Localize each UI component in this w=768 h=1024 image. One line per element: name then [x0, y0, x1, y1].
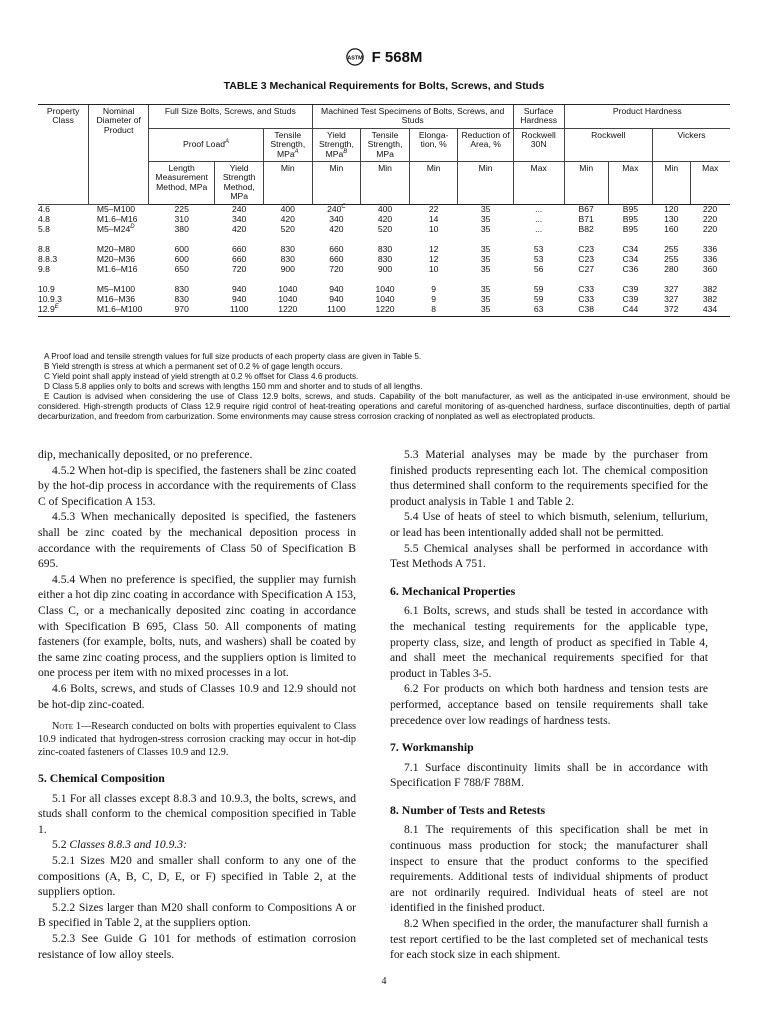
table-cell: C27: [578, 263, 595, 274]
table-cell: M20–M36: [96, 253, 136, 264]
header-yield: Yield Strength, MPa$^B$: [312, 128, 361, 161]
paragraph-5-4: 5.4 Use of heats of steel to which bismuth, selenium, tellurium, or lead has been intentionally added shall not be permitted.: [390, 510, 708, 539]
table-cell: 8: [409, 305, 458, 317]
table-cell: 382: [702, 283, 718, 294]
table-cell: C34: [622, 253, 639, 264]
table-cell: 59: [533, 293, 544, 304]
table-cell: M1.6–M16: [96, 213, 138, 224]
table-cell: 160: [664, 223, 679, 234]
page-header: [0, 48, 768, 66]
table-cell: 327: [664, 283, 679, 294]
table-cell: 360: [702, 263, 718, 274]
table-cell: 340: [231, 213, 247, 224]
table-cell: 10.9: [38, 283, 55, 294]
table-cell: 35: [480, 293, 491, 304]
table-cell: M1.6–M100: [89, 305, 149, 317]
note-1: [38, 720, 356, 759]
table-cell: M1.6–M16: [96, 263, 138, 274]
table-cell: 12: [428, 243, 439, 254]
header-machined: Machined Test Specimens of Bolts, Screws, and Studs: [312, 105, 513, 129]
table-cell: 35: [458, 305, 513, 317]
header-min: Min: [361, 162, 410, 205]
table-cell: M20–M80: [96, 243, 136, 254]
table-cell: 8.8.3: [38, 253, 58, 264]
table-cell: 650: [174, 263, 189, 274]
note-text: —Research conducted on bolts with properties equivalent to Class 10.9 indicated that hydrogen-stress corrosion cracking may occur in hot-dip zinc-coated fasteners of Classes 10.9 and 12.9.: [38, 721, 356, 759]
table-cell: $12.9^E$: [38, 305, 89, 317]
table-cell: 660: [329, 243, 344, 254]
header-max: Max: [608, 162, 652, 205]
left-column: [38, 447, 356, 962]
paragraph-5-2: 5.2 Classes 8.8.3 and 10.9.3:: [52, 838, 187, 852]
table-cell: 400: [280, 203, 295, 214]
table-cell: 660: [231, 243, 247, 254]
right-column: [390, 447, 708, 963]
table-cell: C39: [622, 293, 639, 304]
table-cell: 255: [664, 243, 679, 254]
header-tensile-full: Tensile Strength, MPa$^A$: [263, 128, 312, 161]
table-cell: 35: [480, 283, 491, 294]
table-cell: 8.8: [38, 243, 50, 254]
table-cell: 56: [533, 263, 544, 274]
table-cell: 59: [533, 283, 544, 294]
table-cell: 940: [231, 293, 247, 304]
table-cell: 9.8: [38, 263, 50, 274]
table-row: [38, 305, 730, 317]
table-cell: 420: [231, 223, 247, 234]
header-reduction: Reduction of Area, %: [458, 128, 513, 161]
table-cell: 382: [702, 293, 718, 304]
table-cell: 600: [174, 253, 189, 264]
table-cell: $M5-M24^D$: [96, 223, 135, 234]
table-cell: 240: [231, 203, 247, 214]
table-cell: B67: [578, 203, 594, 214]
table-cell: 1100: [312, 305, 361, 317]
table-cell: 35: [480, 213, 491, 224]
table-cell: 1100: [215, 305, 264, 317]
note-label: Note 1: [52, 721, 82, 733]
paragraph-5-2-2: 5.2.2 Sizes larger than M20 shall conform to Compositions A or B specified in Table 2, at the suppliers option.: [38, 900, 356, 930]
header-min: Min: [652, 162, 690, 205]
header-max: Max: [690, 162, 730, 205]
table-cell: B95: [622, 203, 639, 214]
table-cell: 10: [428, 263, 439, 274]
header-vickers: Vickers: [652, 128, 730, 161]
table-cell: 420: [280, 213, 295, 224]
mechanical-requirements-table: [38, 104, 730, 317]
table-row: [38, 265, 730, 275]
header-min: Min: [458, 162, 513, 205]
paragraph-5-1: 5.1 For all classes except 8.8.3 and 10.9.3, the bolts, screws, and studs shall conform to the chemical composition specified in Table 1.: [38, 791, 356, 836]
paragraph-8-1: 8.1 The requirements of this specification shall be met in continuous mass production for stock; the manufacturer shall inspect to ensure that the product conforms to the specified requirements. Additional tests of individual shipments of product are not ordinarily required. Individual heats of steel are not identified in the finished product.: [390, 823, 708, 915]
table-cell: 340: [329, 213, 344, 224]
paragraph-5-3: 5.3 Material analyses may be made by the purchaser from finished products representing each lot. The chemical composition thus determined shall conform to the requirements specified for the product analysis in Table 1 and Table 2.: [390, 448, 708, 508]
table-cell: 14: [428, 213, 439, 224]
table-cell: C44: [608, 305, 652, 317]
table-cell: 130: [664, 213, 679, 224]
header-product-hardness: Product Hardness: [564, 105, 730, 129]
table-cell: 35: [480, 243, 491, 254]
table-cell: 940: [329, 293, 344, 304]
section-heading-7: 7. Workmanship: [390, 740, 474, 755]
table-cell: 830: [377, 253, 393, 264]
table-cell: C33: [578, 283, 595, 294]
table-cell: 520: [280, 223, 295, 234]
footnote: E Caution is advised when considering the use of Class 12.9 bolts, screws, and studs. Capability of the bolt manufacturer, as well as the anticipated in-use environment, should be considered. High-strength products of Class 12.9 require rigid control of heat-treating operations and careful monitoring of as-quenched hardness, surface discontinuities, depth of partial decarburization, and freedom from carburization. Some environments may cause stress corrosion cracking of nonplated as well as electroplated products.: [38, 392, 730, 421]
table-cell: 10: [428, 223, 439, 234]
paragraph-5-5: 5.5 Chemical analyses shall be performed in accordance with Test Methods A 751.: [390, 541, 708, 571]
table-cell: M5–M100: [96, 283, 136, 294]
header-min: Min: [409, 162, 458, 205]
table-cell: 5.8: [38, 223, 50, 234]
designation: F 568M: [371, 48, 423, 66]
table-cell: 4.8: [38, 213, 50, 224]
section-heading-8: 8. Number of Tests and Retests: [390, 802, 546, 817]
header-max: Max: [513, 162, 564, 205]
footnote: A Proof load and tensile strength values for full size products of each property class are given in Table 5.: [44, 352, 422, 361]
section-heading-6: 6. Mechanical Properties: [390, 583, 516, 598]
footnote: B Yield strength is stress at which a permanent set of 0.2 % of gage length occurs.: [44, 362, 343, 371]
header-min: Min: [312, 162, 361, 205]
table-cell: 12: [428, 253, 439, 264]
table-cell: 420: [377, 213, 393, 224]
svg-text:ASTM: ASTM: [346, 55, 363, 62]
table-cell: C38: [564, 305, 608, 317]
table-row: [38, 225, 730, 235]
table-cell: 600: [174, 243, 189, 254]
table-cell: C23: [578, 243, 595, 254]
header-rockwell: Rockwell: [564, 128, 652, 161]
header-proof-load: Proof Load$^A$: [149, 128, 264, 161]
table-cell: 660: [231, 253, 247, 264]
table-cell: 520: [377, 223, 393, 234]
table-cell: 1040: [278, 283, 298, 294]
header-min: Min: [564, 162, 608, 205]
header-rockwell-30n: Rockwell 30N: [513, 128, 564, 161]
table-cell: 336: [702, 243, 718, 254]
table-cell: 35: [480, 203, 491, 214]
table-cell: C34: [622, 243, 639, 254]
table-cell: 400: [377, 203, 393, 214]
table-cell: 1040: [375, 293, 395, 304]
table-cell: C33: [578, 293, 595, 304]
table-cell: B95: [622, 223, 639, 234]
table-cell: 225: [174, 203, 189, 214]
table-cell: 120: [664, 203, 679, 214]
paragraph-8-2: 8.2 When specified in the order, the manufacturer shall furnish a test report certified to be the last completed set of mechanical tests for each stock size in each shipment.: [390, 917, 708, 962]
header-length-method: Length Measurement Method, MPa: [149, 162, 215, 205]
table-cell: 220: [702, 213, 718, 224]
header-surface-hardness: Surface Hardness: [513, 105, 564, 129]
table-cell: 1220: [361, 305, 410, 317]
table-cell: 220: [702, 223, 718, 234]
table-cell: 372: [652, 305, 690, 317]
table-cell: 310: [174, 213, 189, 224]
table-cell: 220: [702, 203, 718, 214]
footnote: D Class 5.8 applies only to bolts and screws with lengths 150 mm and shorter and to studs of all lengths.: [44, 382, 423, 391]
table-cell: 10.9.3: [38, 293, 62, 304]
table-cell: 1040: [375, 283, 395, 294]
table-cell: 830: [174, 283, 189, 294]
table-cell: 830: [174, 293, 189, 304]
page-number: 4: [381, 976, 387, 987]
table-cell: 1040: [278, 293, 298, 304]
table-cell: 1220: [263, 305, 312, 317]
table-cell: 830: [280, 243, 295, 254]
table-cell: 35: [480, 223, 491, 234]
table-cell: 35: [480, 263, 491, 274]
footnote: C Yield point shall apply instead of yield strength at 0.2 % offset for Class 4.6 products.: [44, 372, 359, 381]
header-full-size: Full Size Bolts, Screws, and Studs: [149, 105, 313, 129]
table-cell: 53: [533, 253, 544, 264]
table-cell: 280: [664, 263, 679, 274]
paragraph-4-5-2: 4.5.2 When hot-dip is specified, the fasteners shall be zinc coated by the hot-dip process in accordance with the requirements of Class C of Specification A 153.: [38, 463, 356, 508]
table-cell: M5–M100: [96, 203, 136, 214]
table-cell: 9: [431, 293, 437, 304]
table-cell: B82: [578, 223, 594, 234]
paragraph-4-6: 4.6 Bolts, screws, and studs of Classes 10.9 and 12.9 should not be hot-dip zinc-coated.: [38, 681, 356, 711]
table-cell: B71: [578, 213, 594, 224]
header-yield-method: Yield Strength Method, MPa: [215, 162, 264, 205]
astm-logo-icon: [346, 48, 364, 66]
table-body: [38, 204, 730, 316]
table-cell: ...: [535, 213, 543, 224]
table-cell: 720: [329, 263, 344, 274]
table-cell: 900: [377, 263, 393, 274]
header-min: Min: [263, 162, 312, 205]
table-caption: TABLE 3 Mechanical Requirements for Bolts, Screws, and Studs: [223, 80, 545, 92]
table-cell: C36: [622, 263, 639, 274]
paragraph-5-2-1: 5.2.1 Sizes M20 and smaller shall conform to any one of the compositions (A, B, C, D, E, or F) specified in Table 2, at the suppliers option.: [38, 854, 356, 899]
paragraph-7-1: 7.1 Surface discontinuity limits shall be in accordance with Specification F 788/F 788M.: [390, 760, 708, 790]
table-cell: $240^C$: [327, 203, 346, 214]
table-cell: 940: [231, 283, 247, 294]
table-cell: 255: [664, 253, 679, 264]
table-cell: 720: [231, 263, 247, 274]
table-cell: 336: [702, 253, 718, 264]
table-cell: 830: [377, 243, 393, 254]
table-footnotes: [38, 352, 730, 422]
paragraph-4-5-3: 4.5.3 When mechanically deposited is specified, the fasteners shall be zinc coated by the mechanical deposition process in accordance with the requirements of Class 50 of Specification B 695.: [38, 510, 356, 571]
table-cell: 53: [533, 243, 544, 254]
table-cell: 940: [329, 283, 344, 294]
table-cell: 35: [480, 253, 491, 264]
paragraph-5-2-3: 5.2.3 See Guide G 101 for methods of estimation corrosion resistance of low alloy steels.: [38, 932, 356, 961]
table-cell: 660: [329, 253, 344, 264]
table-cell: 830: [280, 253, 295, 264]
header-tensile-machined: Tensile Strength, MPa: [361, 128, 410, 161]
table-cell: ...: [535, 223, 543, 234]
table-cell: 420: [329, 223, 344, 234]
table-cell: 900: [280, 263, 295, 274]
paragraph: dip, mechanically deposited, or no preference.: [38, 448, 253, 461]
paragraph-6-1: 6.1 Bolts, screws, and studs shall be tested in accordance with the mechanical testing requirements for the applicable type, property class, size, and length of product as specified in Table 4, and shall meet the mechanical requirements specified for that product in Tables 3-5.: [390, 604, 708, 680]
header-property-class: Property Class: [38, 105, 89, 205]
table-cell: 9: [431, 283, 437, 294]
table-cell: 970: [149, 305, 215, 317]
header-nominal-diameter: Nominal Diameter of Product: [89, 105, 149, 205]
table-cell: 380: [174, 223, 189, 234]
table-cell: C23: [578, 253, 595, 264]
table-cell: 4.6: [38, 203, 50, 214]
table-cell: M16–M36: [96, 293, 136, 304]
table-cell: 22: [428, 203, 439, 214]
table-cell: 327: [664, 293, 679, 304]
header-elongation: Elonga- tion, %: [409, 128, 458, 161]
table-cell: C39: [622, 283, 639, 294]
table-cell: 434: [690, 305, 730, 317]
table-cell: 63: [513, 305, 564, 317]
paragraph-4-5-4: 4.5.4 When no preference is specified, the supplier may furnish either a hot dip zinc coating in accordance with Specification A 153, Class C, or a mechanically deposited zinc coating in accordance with Specification B 695, Class 50. All components of mating fasteners (for example, bolts, nuts, and washers) shall be coated by the same zinc coating process, and the suppliers option is limited to one process per item with no mixed processes in a lot.: [38, 572, 356, 680]
paragraph-6-2: 6.2 For products on which both hardness and tension tests are performed, acceptance based on tensile requirements shall take precedence over low readings of hardness tests.: [390, 682, 708, 727]
table-cell: B95: [622, 213, 639, 224]
section-heading-5: 5. Chemical Composition: [38, 771, 165, 786]
table-cell: ...: [535, 203, 543, 214]
